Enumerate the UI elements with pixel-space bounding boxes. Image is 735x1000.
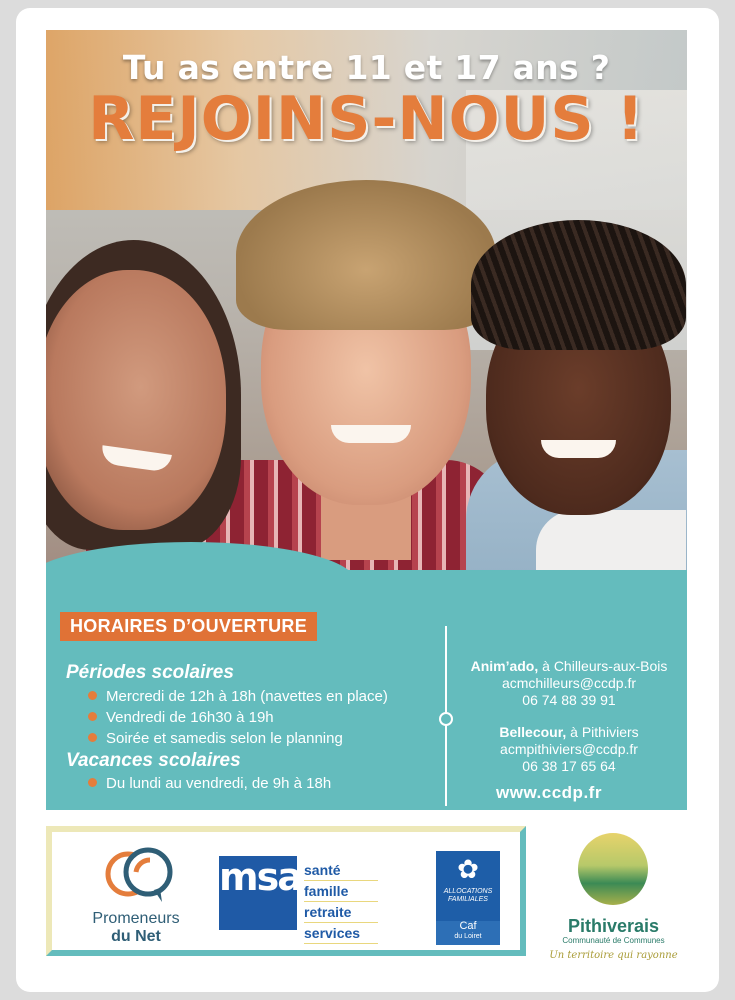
pithiverais-tagline: Un territoire qui rayonne	[549, 950, 678, 961]
hours-badge: HORAIRES D’OUVERTURE	[60, 612, 317, 641]
contact-place: à Pithiviers	[570, 724, 639, 740]
caf-caption: ALLOCATIONS FAMILIALES	[443, 888, 493, 903]
school-periods-title: Périodes scolaires	[66, 662, 234, 683]
contact-email[interactable]: acmchilleurs@ccdp.fr	[501, 675, 637, 691]
contact-name: Bellecour,	[499, 724, 567, 740]
contact-email[interactable]: acmpithiviers@ccdp.fr	[500, 741, 638, 757]
list-item: Mercredi de 12h à 18h (navettes en place)	[88, 688, 388, 705]
pithiverais-name: Pithiverais	[567, 916, 660, 936]
caf-department: du Loiret	[454, 933, 482, 940]
speech-bubbles-icon	[96, 846, 186, 906]
blond-boy-hair	[236, 180, 496, 330]
contact-name: Anim’ado,	[470, 658, 539, 674]
website-link[interactable]: www.ccdp.fr	[496, 783, 602, 802]
family-icon: ✿	[457, 855, 479, 885]
contact-place: à Chilleurs-aux-Bois	[542, 658, 668, 674]
list-item: Du lundi au vendredi, de 9h à 18h	[88, 775, 331, 792]
msa-letters: msa	[219, 855, 301, 899]
holidays-title: Vacances scolaires	[66, 750, 241, 771]
pithiverais-subtitle: Communauté de Communes	[562, 936, 665, 945]
join-us-title: REJOINS-NOUS !	[88, 84, 645, 154]
bullet-icon	[88, 778, 97, 787]
contact-pithiviers	[451, 724, 687, 775]
contact-phone[interactable]: 06 74 88 39 91	[522, 692, 616, 708]
caf-name: Caf	[459, 920, 477, 932]
bullet-icon	[88, 712, 97, 721]
msa-services: santé famille retraite services	[304, 860, 378, 944]
age-question: Tu as entre 11 et 17 ans ?	[122, 48, 611, 87]
poster-card	[16, 8, 719, 992]
promeneurs-du-net-logo: Promeneurs du Net	[92, 910, 180, 945]
hero-photo	[46, 30, 687, 810]
bullet-icon	[88, 733, 97, 742]
list-item: Vendredi de 16h30 à 19h	[88, 709, 274, 726]
smile	[331, 425, 411, 443]
boy-locs	[471, 220, 686, 350]
bullet-icon	[88, 691, 97, 700]
pithiverais-landscape-icon	[578, 833, 648, 905]
girl-face	[46, 270, 226, 530]
smile	[541, 440, 616, 458]
contact-chilleurs	[451, 658, 687, 709]
contact-phone[interactable]: 06 38 17 65 64	[522, 758, 616, 774]
list-item: Soirée et samedis selon le planning	[88, 730, 343, 747]
